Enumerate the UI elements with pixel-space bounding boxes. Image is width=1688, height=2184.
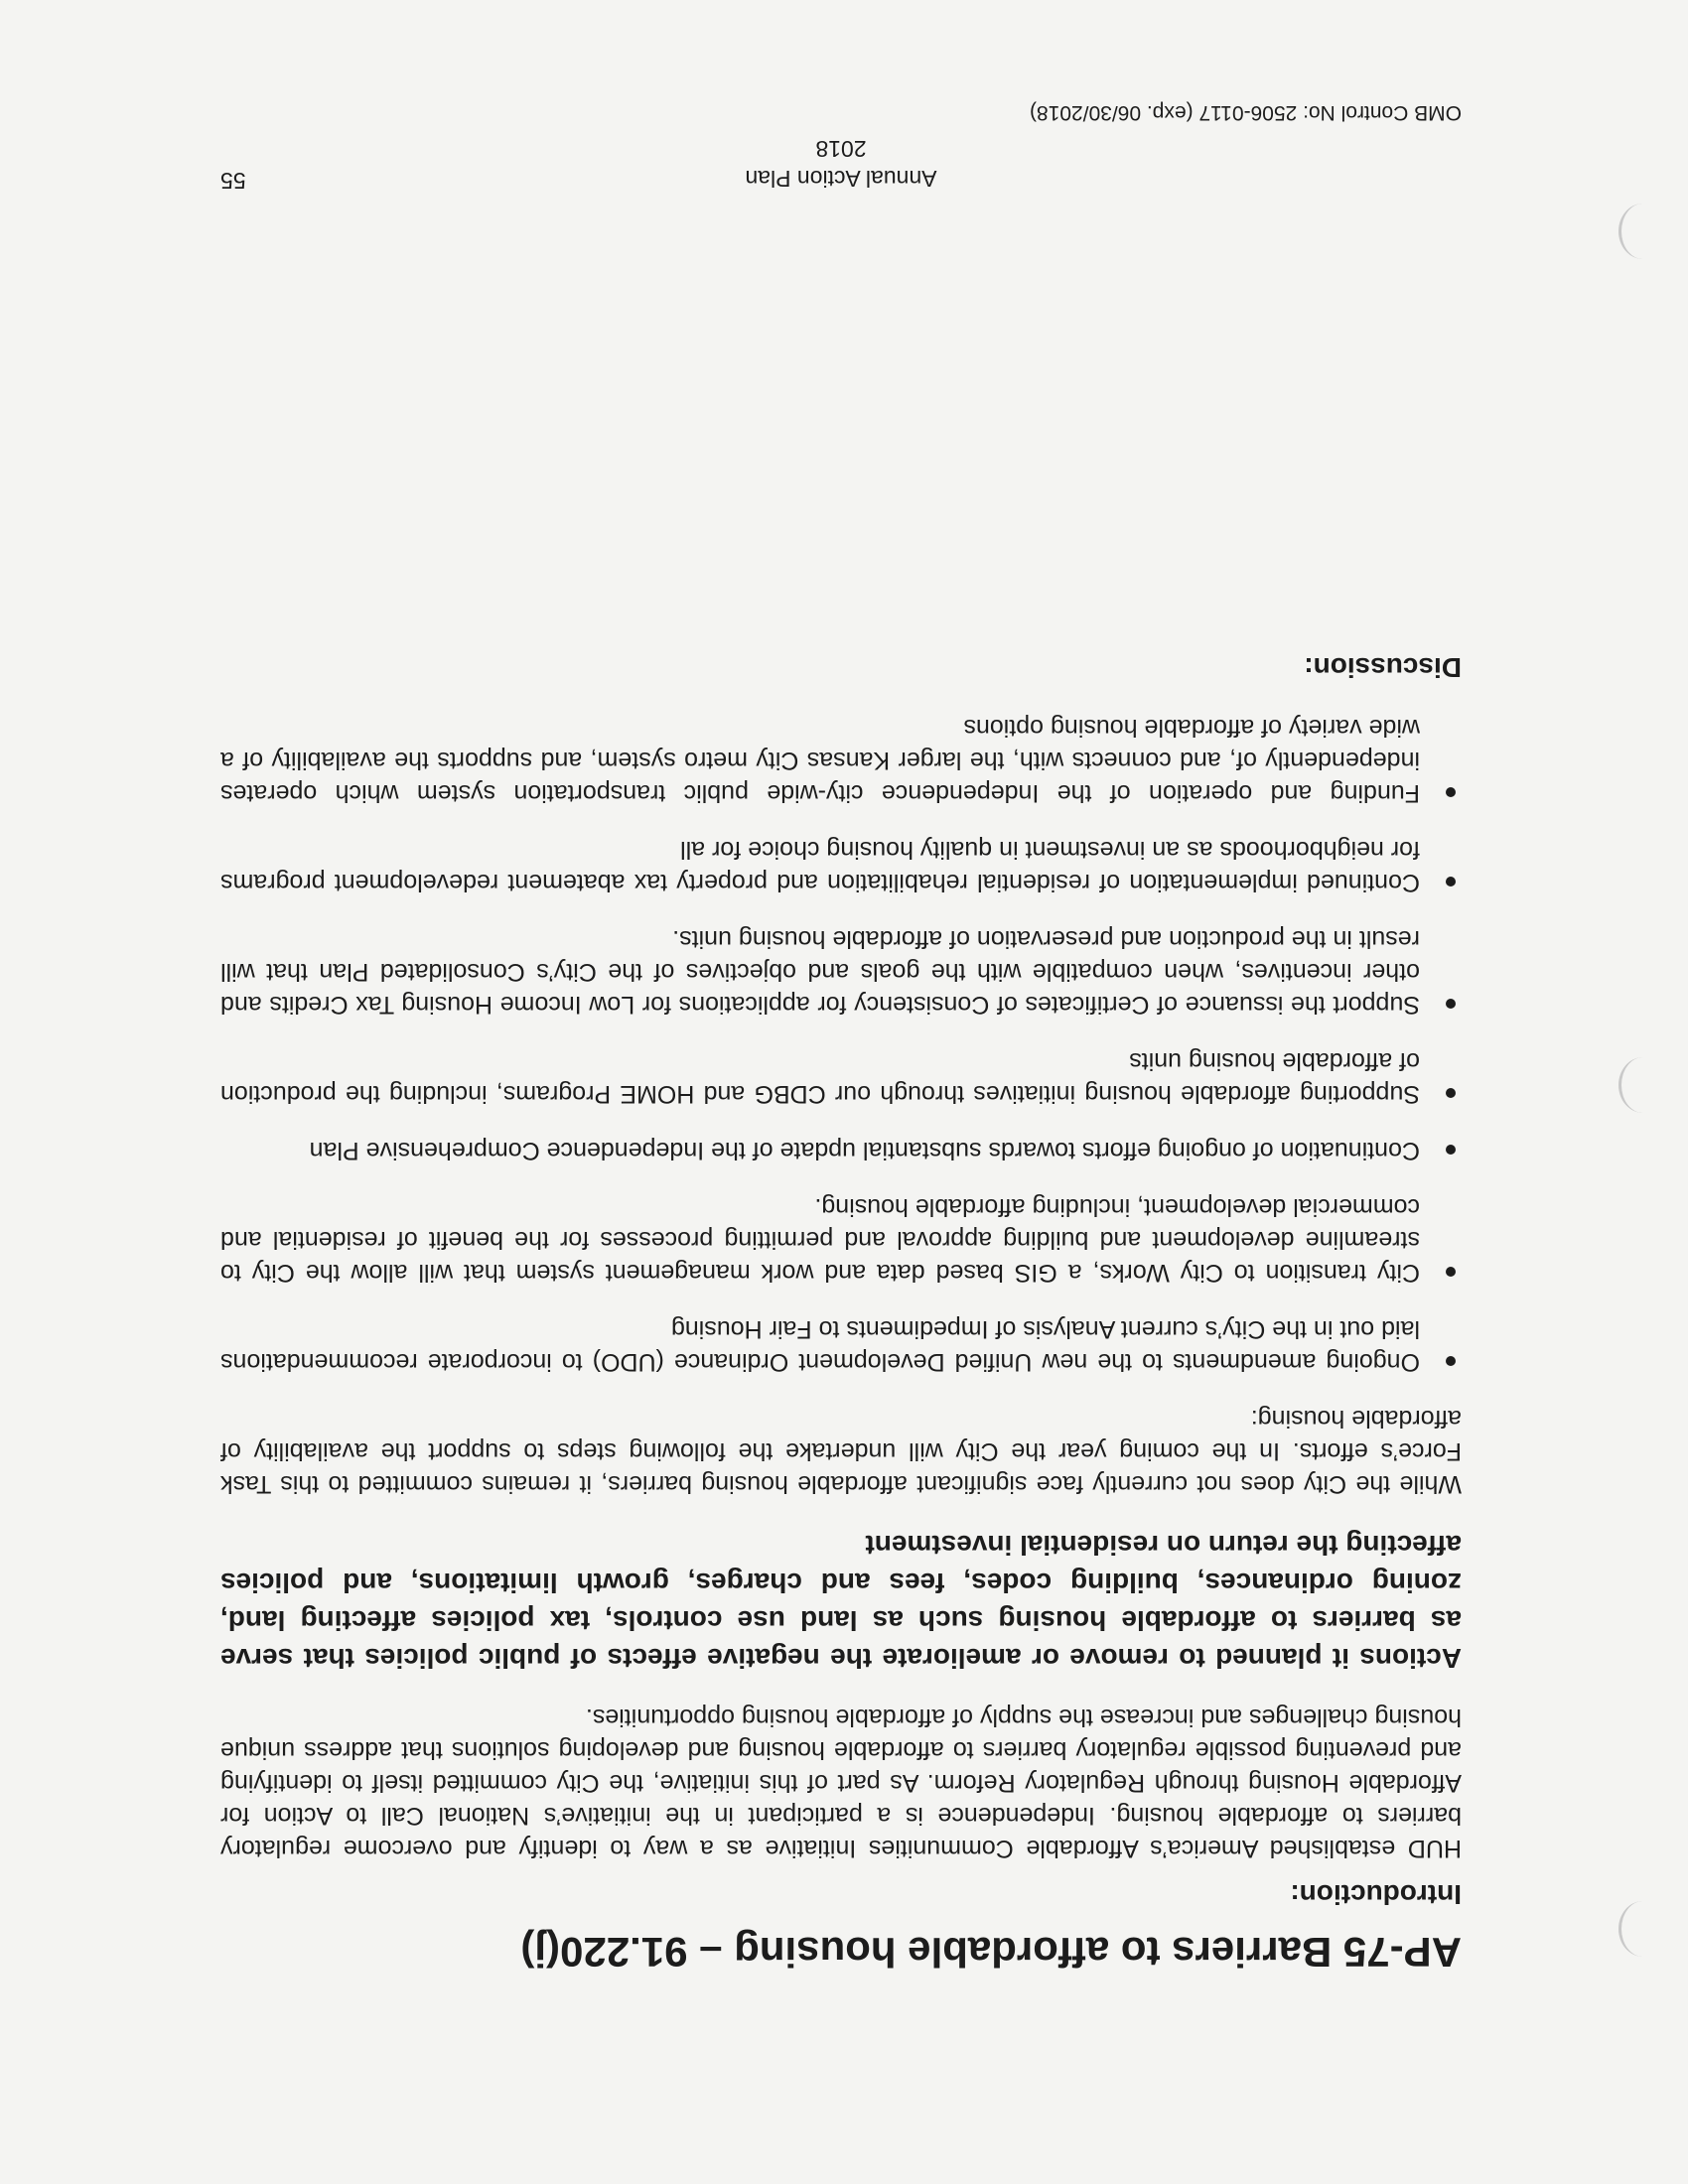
page-content: [220, 651, 1462, 1976]
list-item-text: Ongoing amendments to the new Unified Development Ordinance (UDO) to incorporate recommendations laid out in the City’s current Analysis of Impediments to Fair Housing: [220, 1315, 1420, 1376]
list-item-text: Continuation of ongoing efforts towards substantial update of the Independence Comprehensive Plan: [309, 1137, 1420, 1164]
list-item-text: Support the issuance of Certificates of Consistency for applications for Low Income Housing Tax Credits and other incentives, when compatible with the goals and objectives of the City’s Consolidated Plan that will result in the production and preservation of affordable housing units.: [220, 925, 1420, 1019]
page-number: 55: [220, 168, 246, 194]
bullet-icon: [1446, 999, 1456, 1009]
bullet-icon: [1446, 1267, 1456, 1277]
discussion-heading: Discussion:: [1304, 652, 1462, 683]
list-item: [220, 1044, 1462, 1110]
introduction-paragraph: HUD established America’s Affordable Communities Initiative as a way to identify and overcome regulatory barriers to affordable housing. Independence is a participant in the initiative’s National Call to Action for Affordable Housing through Regulatory Reform. As part of this initiative, the City committed itself to identifying and preventing possible regulatory barriers to affordable housing and developing solutions that address unique housing challenges and increase the supply of affordable housing opportunities.: [220, 1704, 1462, 1862]
list-item: [220, 1190, 1462, 1289]
list-item-text: Funding and operation of the Independence city-wide public transportation system which operates independently of, and connects with, the larger Kansas City metro system, and supports the availability of a wide variety of affordable housing options: [220, 714, 1420, 807]
list-item-text: Supporting affordable housing initiatives through our CDBG and HOME Programs, including the production of affordable housing units: [220, 1047, 1420, 1108]
list-item: [220, 1312, 1462, 1378]
introduction-heading: Introduction:: [1290, 1879, 1462, 1910]
actions-heading: Actions it planned to remove or ameliorate the negative effects of public policies that serve as barriers to affordable housing such as land use controls, tax policies affecting land, zoning ordinances, building codes, fees and charges, growth limitations, and policies affecting the return on residential investment: [220, 1530, 1462, 1674]
actions-intro-paragraph: While the City does not currently face significant affordable housing barriers, it remains committed to this Task Force’s efforts. In the coming year the City will undertake the following steps to support the availability of affordable housing:: [220, 1405, 1462, 1498]
omb-control-number: OMB Control No: 2506-0117 (exp. 06/30/2018): [1029, 101, 1462, 124]
bullet-icon: [1446, 1145, 1456, 1155]
list-item-text: Continued implementation of residential rehabilitation and property tax abatement redevelopment programs for neighborhoods as an investment in quality housing choice for all: [220, 836, 1420, 896]
list-item: [220, 711, 1462, 809]
bullet-icon: [1446, 877, 1456, 887]
list-item-text: City transition to City Works, a GIS based data and work management system that will allow the City to streamline development and building approval and permitting processes for the benefit of residential and commercial development, including affordable housing.: [220, 1193, 1420, 1287]
footer-year: 2018: [815, 136, 867, 162]
footer-plan-name: Annual Action Plan: [745, 166, 937, 192]
action-steps-list: [220, 711, 1462, 1378]
list-item: [220, 922, 1462, 1021]
list-item: [220, 1134, 1462, 1166]
bullet-icon: [1446, 1356, 1456, 1366]
list-item: [220, 833, 1462, 898]
bullet-icon: [1446, 787, 1456, 797]
page-footer: [220, 101, 1462, 194]
bullet-icon: [1446, 1088, 1456, 1098]
page-title: AP-75 Barriers to affordable housing – 91.220(j): [520, 1929, 1462, 1976]
